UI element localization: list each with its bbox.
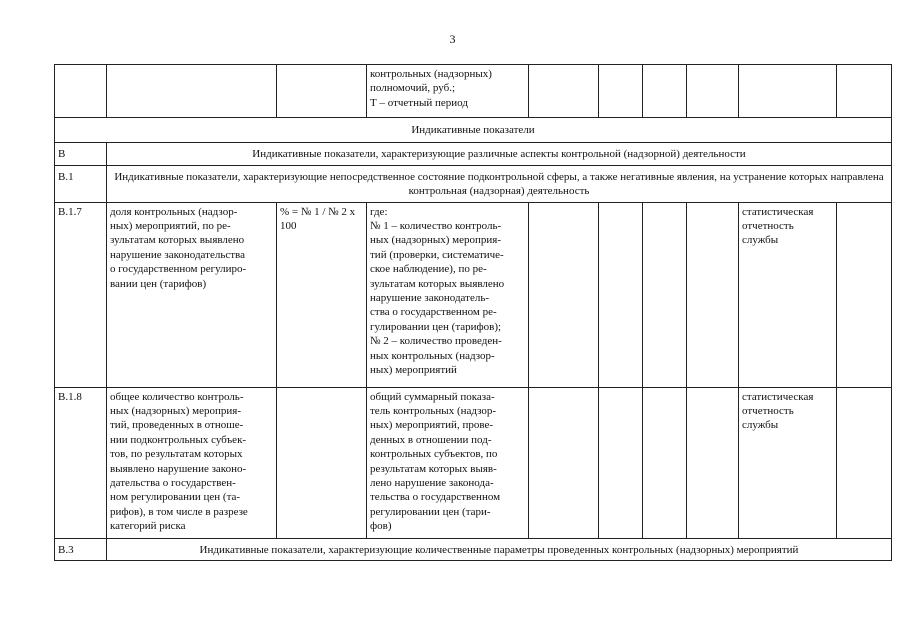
cell-empty <box>599 202 643 387</box>
section-b1-title: Индикативные показатели, характеризующие непосредственное состояние подконтрольной сферы, а также негативные явления, на устранение которых направлена контрольная (надзорная) деятельность <box>107 165 892 202</box>
table-row-section-b1 <box>55 165 892 202</box>
cell-empty <box>837 202 892 387</box>
row-b17-name: доля контрольных (надзор- ных) мероприятий, по ре- зультатам которых выявлено нарушение законодательства о государственном регулиро- вании цен (тарифов) <box>110 205 247 290</box>
section-b-code: В <box>55 143 107 165</box>
cell-empty <box>529 387 599 538</box>
row-b17-source-cell <box>739 202 837 387</box>
row-b18-name-cell <box>107 387 277 538</box>
cell-empty <box>687 387 739 538</box>
indicators-table <box>54 64 892 561</box>
row-b17-source: статистическая отчетность службы <box>742 205 814 247</box>
table-row-b17 <box>55 202 892 387</box>
table-row-section-b3 <box>55 538 892 560</box>
table-row-section-b <box>55 143 892 165</box>
row-b18-source-cell <box>739 387 837 538</box>
page-number: 3 <box>449 32 456 46</box>
row-b17-code: В.1.7 <box>55 202 107 387</box>
cell-empty <box>529 202 599 387</box>
row-b17-formula: % = № 1 / № 2 х 100 <box>280 205 356 233</box>
indicative-header: Индикативные показатели <box>55 118 892 143</box>
cell-code <box>55 65 107 118</box>
continuation-formula-text: контрольных (надзорных) полномочий, руб.; Т – отчетный период <box>370 68 492 109</box>
cell-empty <box>739 65 837 118</box>
table-row-b18 <box>55 387 892 538</box>
row-b17-comment-cell <box>367 202 529 387</box>
cell-empty <box>599 65 643 118</box>
section-b-title: Индикативные показатели, характеризующие различные аспекты контрольной (надзорной) деятельности <box>107 143 892 165</box>
row-b18-comment-cell <box>367 387 529 538</box>
row-b17-formula-cell <box>277 202 367 387</box>
row-b17-comment: где: № 1 – количество контроль- ных (надзорных) мероприя- тий (проверки, систематиче- ское наблюдение), по ре- зультатам которых выявлено нарушение законодатель- ства о государственном ре- гулировании цен (тарифов); № 2 – количество проведен- ных контрольных (надзор- ных) мероприятий <box>370 205 505 377</box>
cell-empty <box>599 387 643 538</box>
row-b18-name: общее количество контроль- ных (надзорных) мероприя- тий, проведенных в отноше- нии подконтрольных субъек- тов, по результатам которых выявлено нарушение законо- дательства о государствен- ном регулировании цен (та- рифов), в том числе в разрезе категорий риска <box>110 390 248 533</box>
cell-name <box>107 65 277 118</box>
cell-empty <box>687 65 739 118</box>
row-b17-name-cell <box>107 202 277 387</box>
table-row-continuation <box>55 65 892 118</box>
section-b1-code: В.1 <box>55 165 107 202</box>
cell-empty <box>837 387 892 538</box>
row-b18-source: статистическая отчетность службы <box>742 390 814 432</box>
cell-empty <box>643 65 687 118</box>
row-b18-formula-cell <box>277 387 367 538</box>
table-row-indicative-header <box>55 118 892 143</box>
cell-empty <box>643 387 687 538</box>
section-b3-code: В.3 <box>55 538 107 560</box>
row-b18-comment: общий суммарный показа- тель контрольных (надзор- ных) мероприятий, прове- денных в отношении под- контрольных субъектов, по результатам которых выяв- лено нарушение законода- тельства о государственном регулировании цен (тари- фов) <box>370 390 501 533</box>
cell-empty <box>529 65 599 118</box>
cell-formula <box>277 65 367 118</box>
cell-empty <box>837 65 892 118</box>
cell-empty <box>643 202 687 387</box>
section-b3-title: Индикативные показатели, характеризующие количественные параметры проведенных контрольных (надзорных) мероприятий <box>107 538 892 560</box>
row-b18-code: В.1.8 <box>55 387 107 538</box>
cell-empty <box>687 202 739 387</box>
cell-comment <box>367 65 529 118</box>
